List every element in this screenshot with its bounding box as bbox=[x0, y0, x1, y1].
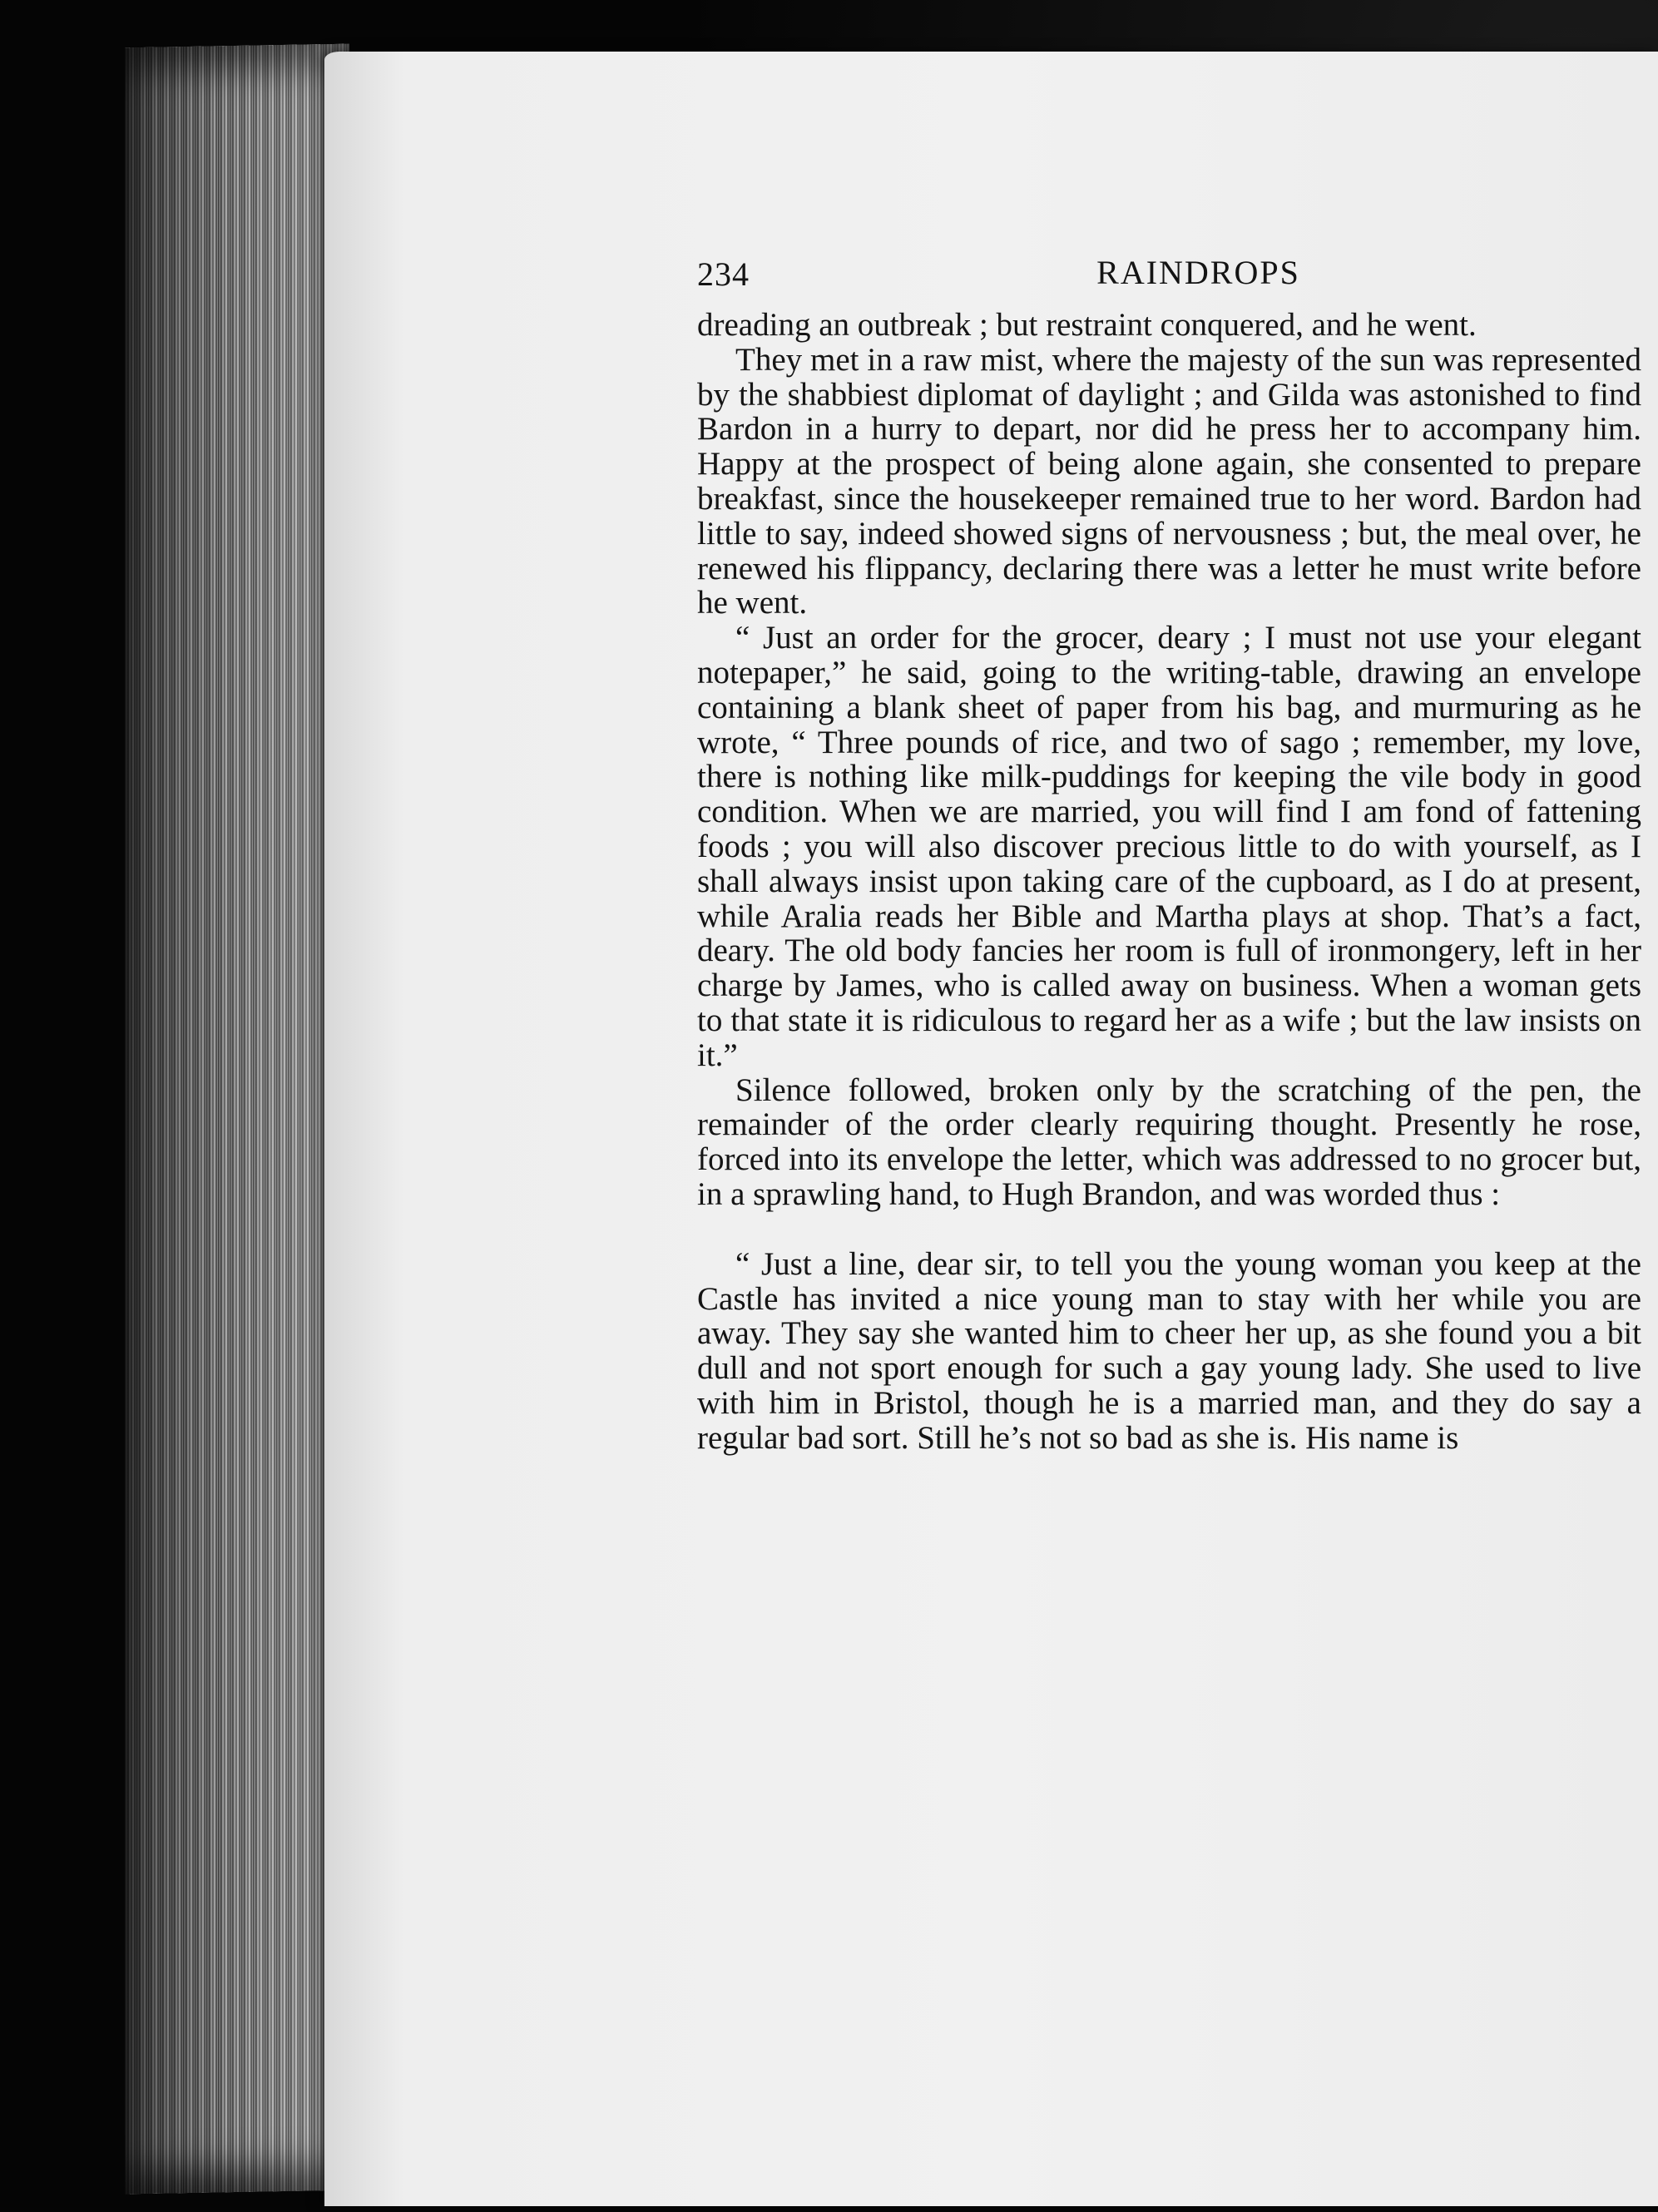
book-title: RAINDROPS bbox=[1096, 254, 1300, 291]
book-page bbox=[324, 52, 1658, 2206]
paragraph: Silence followed, broken only by the scratching of the pen, the remainder of the order clearly requiring thought. Presently he rose, forced into its envelope the letter, which was addressed to no grocer but, in a sprawling hand, to Hugh Brandon, and was worded thus : bbox=[697, 1071, 1641, 1212]
running-head bbox=[697, 250, 1641, 308]
book-page-edges bbox=[125, 44, 349, 2195]
quoted-letter bbox=[697, 1247, 1641, 1456]
paragraph: They met in a raw mist, where the majesty of the sun was represented by the shabbiest diplomat of daylight ; and Gilda was astonished to find Bardon in a hurry to depart, nor did he press her to accompany him. Happy at the prospect of being alone again, she consented to prepare breakfast, since the housekeeper remained true to her word. Bardon had little to say, indeed showed signs of nervousness ; but, the meal over, he renewed his flippancy, declaring there was a letter he must write before he went. bbox=[697, 341, 1641, 621]
letter-paragraph: “ Just a line, dear sir, to tell you the young woman you keep at the Castle has invited a nice young man to stay with her while you are away. They say she wanted him to cheer her up, as she found you a bit dull and not sport enough for such a gay young lady. She used to live with him in Bristol, though he is a married man, and they do say a regular bad sort. Still he’s not so bad as she is. His name is bbox=[697, 1245, 1641, 1456]
paragraph: “ Just an order for the grocer, deary ; I must not use your elegant notepaper,” he said, going to the writing-table, drawing an envelope containing a blank sheet of paper from his bag, and murmuring as he wrote, “ Three pounds of rice, and two of sago ; remember, my love, there is nothing like milk-puddings for keeping the vile body in good condition. When we are married, you will find I am fond of fattening foods ; you will also discover precious little to do with yourself, as I shall always insist upon taking care of the cupboard, as I do at present, while Aralia reads her Bible and Martha plays at shop. That’s a fact, deary. The old body fancies her room is full of ironmongery, left in her charge by James, who is called away on business. When a woman gets to that state it is ridiculous to regard her as a wife ; but the law insists on it.” bbox=[697, 620, 1641, 1073]
page-number: 234 bbox=[697, 255, 750, 293]
body-text bbox=[697, 308, 1641, 1456]
section-gap bbox=[697, 1212, 1641, 1247]
paragraph-continuation: dreading an outbreak ; but restraint conquered, and he went. bbox=[697, 307, 1477, 343]
page-content bbox=[697, 250, 1641, 1456]
